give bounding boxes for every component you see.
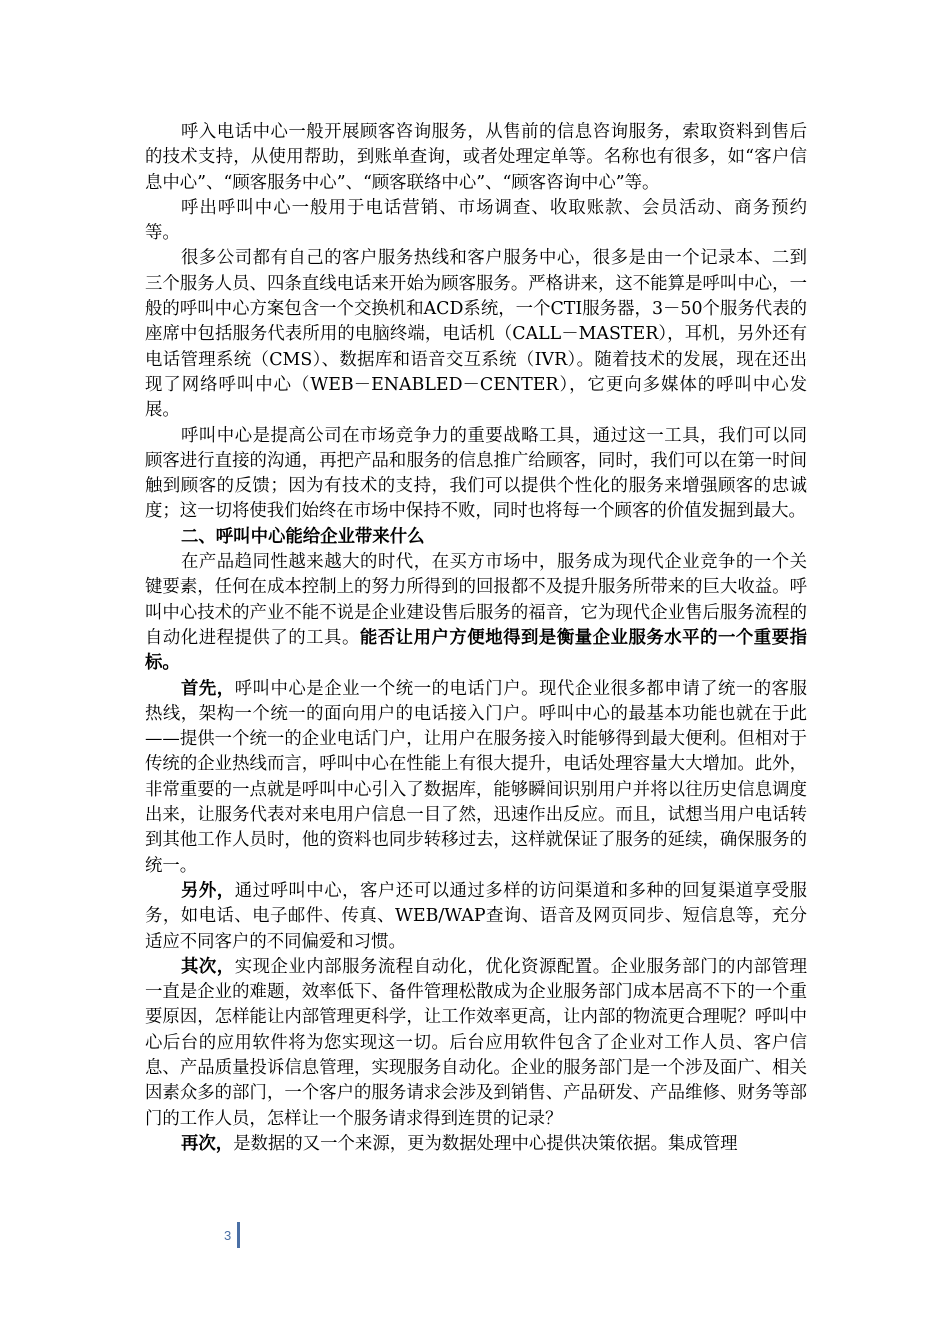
paragraph-inbound-center: 呼入电话中心一般开展顾客咨询服务，从售前的信息咨询服务，索取资料到售后的技术支持，从使用帮助，到账单查询，或者处理定单等。名称也有很多，如“客户信息中心”、“顾客服务中心”、“顾客联络中心”、“顾客咨询中心”等。 xyxy=(145,122,807,193)
paragraph-second xyxy=(145,955,807,1132)
paragraph-strategic-tool: 呼叫中心是提高公司在市场竞争力的重要战略工具，通过这一工具，我们可以同顾客进行直接的沟通，再把产品和服务的信息推广给顾客，同时，我们可以在第一时间触到顾客的反馈；因为有技术的支持，我们可以提供个性化的服务来增强顾客的忠诚度；这一切将使我们始终在市场中保持不败，同时也将每一个顾客的价值发掘到最大。 xyxy=(145,425,807,522)
paragraph-text: 实现企业内部服务流程自动化，优化资源配置。企业服务部门的内部管理一直是企业的难题，效率低下、备件管理松散成为企业服务部门成本居高不下的一个重要原因，怎样能让内部管理更科学，让工作效率更高，让内部的物流更合理呢？呼叫中心后台的应用软件将为您实现这一切。后台应用软件包含了企业对工作人员、客户信息、产品质量投诉信息管理，实现服务自动化。企业的服务部门是一个涉及面广、相关因素众多的部门，一个客户的服务请求会涉及到销售、产品研发、产品维修、财务等部门的工作人员，怎样让一个服务请求得到连贯的记录？ xyxy=(145,956,807,1129)
paragraph-text: 通过呼叫中心，客户还可以通过多样的访问渠道和多种的回复渠道享受服务，如电话、电子邮件、传真、WEB/WAP查询、语音及网页同步、短信息等，充分适应不同客户的不同偏爱和习惯。 xyxy=(145,880,807,952)
paragraph-first xyxy=(145,677,807,879)
paragraph-text: 是数据的又一个来源，更为数据处理中心提供决策依据。集成管理 xyxy=(233,1133,738,1154)
bold-statement: 能否让用户方便地得到是衡量企业服务水平的一个重要指标。 xyxy=(145,627,807,674)
lead-word-first: 首先， xyxy=(181,678,235,699)
paragraph-also xyxy=(145,879,807,955)
page-number: 3 xyxy=(224,1227,232,1243)
section-heading: 二、呼叫中心能给企业带来什么 xyxy=(181,526,425,547)
lead-word-second: 其次， xyxy=(181,956,235,977)
lead-word-also: 另外， xyxy=(181,880,235,901)
paragraph-text: 在产品趋同性越来越大的时代，在买方市场中，服务成为现代企业竞争的一个关键要素，任何在成本控制上的努力所得到的回报都不及提升服务所带来的巨大收益。呼叫中心技术的产业不能不说是企业建设售后服务的福音，它为现代企业售后服务流程的自动化进程提供了的工具。 xyxy=(145,552,807,648)
footer-divider xyxy=(237,1222,240,1248)
paragraph-third xyxy=(145,1132,807,1157)
paragraph-product-era xyxy=(145,550,807,676)
page-footer xyxy=(224,1222,240,1248)
paragraph-text: 呼叫中心是企业一个统一的电话门户。现代企业很多都申请了统一的客服热线，架构一个统一的面向用户的电话接入门户。呼叫中心的最基本功能也就在于此——提供一个统一的企业电话门户，让用户在服务接入时能够得到最大便利。但相对于传统的企业热线而言，呼叫中心在性能上有很大提升，电话处理容量大大增加。此外，非常重要的一点就是呼叫中心引入了数据库，能够瞬间识别用户并将以往历史信息调度出来，让服务代表对来电用户信息一目了然，迅速作出反应。而且，试想当用户电话转到其他工作人员时，他的资料也同步转移过去，这样就保证了服务的延续，确保服务的统一。 xyxy=(145,678,807,876)
paragraph-company-hotline: 很多公司都有自己的客户服务热线和客户服务中心，很多是由一个记录本、二到三个服务人员、四条直线电话来开始为顾客服务。严格讲来，这不能算是呼叫中心，一般的呼叫中心方案包含一个交换机和ACD系统，一个CTI服务器，3－50个服务代表的座席中包括服务代表所用的电脑终端，电话机（CALL－MASTER），耳机，另外还有电话管理系统（CMS）、数据库和语音交互系统（IVR）。随着技术的发展，现在还出现了网络呼叫中心（WEB－ENABLED－CENTER），它更向多媒体的呼叫中心发展。 xyxy=(145,248,807,421)
document-body xyxy=(145,120,807,1157)
lead-word-third: 再次， xyxy=(181,1133,234,1154)
paragraph-outbound-center: 呼出呼叫中心一般用于电话营销、市场调查、收取账款、会员活动、商务预约等。 xyxy=(145,197,807,244)
